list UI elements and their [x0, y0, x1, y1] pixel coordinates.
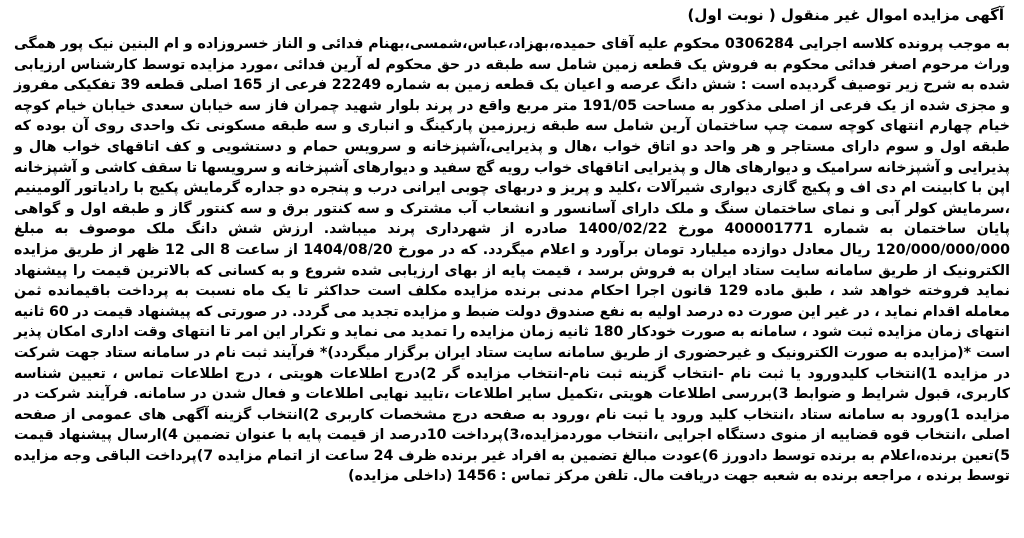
notice-body-text: به موجب پرونده کلاسه اجرایی 0306284 محکوم علیه آقای حمیده،بهزاد،عباس،شمسی،بهنام فدائی و الناز خسروزاده و ام البنین نیک پور همگی وراث مرحوم اصغر فدائی محکوم به فروش یک قطعه زمین شامل سه طبقه در حق محکوم له آرین فدائی ،مورد مزایده توسط کارشناس ارزیابی شده به شرح زیر توصیف گردیده است : شش دانگ عرصه و اعیان یک قطعه زمین به شماره 22249 فرعی از 165 اصلی قطعه 39 تفکیکی مفروز و مجزی شده از یک فرعی از اصلی مذکور به مساحت 191/05 متر مربع واقع در پرند بلوار شهید چمران فاز سه خیابان سعدی خیابان خیام کوچه خیام چهارم انتهای کوچه سمت چپ ساختمان آرین شامل سه طبقه زیرزمین پارکینگ و انباری و سه طبقه مسکونی تک واحدی روی آن بوده که طبقه اول و سوم دارای مستاجر و هر واحد دو اتاق خواب ،هال و پذیرایی،آشپزخانه و سرویس حمام و دستشویی و کف اتاقهای خواب هال و پذیرایی و آشپزخانه سرامیک و دیوارهای هال و پذیرایی اتاقهای خواب رویه گچ سفید و دیوارهای آشپزخانه و سرویسها تا سقف کاشی و آشپزخانه اپن با کابینت ام دی اف و پکیج گازی دیواری شیرآلات ،کلید و پریز و دربهای چوبی ایرانی درب و پنجره دو جداره گرمایش پکیج با رادیاتور آلومینیم ،سرمایش کولر آبی و نمای ساختمان سنگ و ملک دارای آسانسور و انشعاب آب مشترک و سه کنتور برق و سه کنتور گاز و طبقه اول و گواهی پایان ساختمان به شماره 400001771 مورخ 1400/02/22 صادره از شهرداری پرند میباشد. ارزش شش دانگ ملک موصوف به مبلغ 120/000/000/000 ریال معادل دوازده میلیارد تومان برآورد و اعلام میگردد. که در مورخ 1404/08/20 از ساعت 8 الی 12 ظهر از طریق مزایده الکترونیک از طریق سامانه سایت ستاد ایران به فروش برسد ، قیمت پایه از بهای ارزیابی شده شروع و به کسانی که بالاترین قیمت را پیشنهاد نماید فروخته خواهد شد ، طبق ماده 129 قانون اجرا احکام مدنی برنده مزایده مکلف است حداکثر تا یک ماه نسبت به پرداخت باقیمانده ثمن معامله اقدام نماید ، در غیر این صورت ده درصد اولیه به نفع صندوق دولت ضبط و مزایده تجدید می گردد. در صورتی که پیشنهاد قیمت در 60 ثانیه انتهای زمان مزایده ثبت شود ، سامانه به صورت خودکار 180 ثانیه زمان مزایده را تمدید می نماید و تکرار این امر تا انتهای وقت اداری امکان پذیر است *(مزایده به صورت الکترونیک و غیرحضوری از طریق سامانه سایت ستاد ایران برگزار میگردد)* فرآیند ثبت نام در سامانه ستاد جهت شرکت در مزایده 1)انتخاب کلیدورود یا ثبت نام -انتخاب گزینه ثبت نام-انتخاب مزایده گر 2)درج اطلاعات هویتی ، درج اطلاعات تماس ، تعیین شناسه کاربری، قبول شرایط و ضوابط 3)بررسی اطلاعات هویتی ،تکمیل سایر اطلاعات ،تایید نهایی اطلاعات و فعال شدن در سامانه. فرآیند شرکت در مزایده 1)ورود به سامانه ستاد ،انتخاب کلید ورود یا ثبت نام ،ورود به صفحه درج مشخصات کاربری 2)انتخاب گزینه آگهی های عمومی از صفحه اصلی ،انتخاب قوه قضاییه از منوی دستگاه اجرایی ،انتخاب موردمزایده،3)پرداخت 10درصد از قیمت پایه با عنوان تضمین 4)ارسال پیشنهاد قیمت 5)تعین برنده،اعلام به برنده توسط دادورز 6)عودت مبالغ تضمین به افراد غیر برنده ظرف 24 ساعت از اتمام مزایده 7)پرداخت الباقی وجه مزایده توسط برنده ، مراجعه برنده به شعبه جهت دریافت مال. تلفن مرکز تماس : 1456 (داخلی مزایده) — [14, 36, 1011, 485]
auction-notice — [14, 4, 1010, 487]
notice-title: آگهی مزایده اموال غیر منقول ( نوبت اول) — [687, 6, 1004, 24]
